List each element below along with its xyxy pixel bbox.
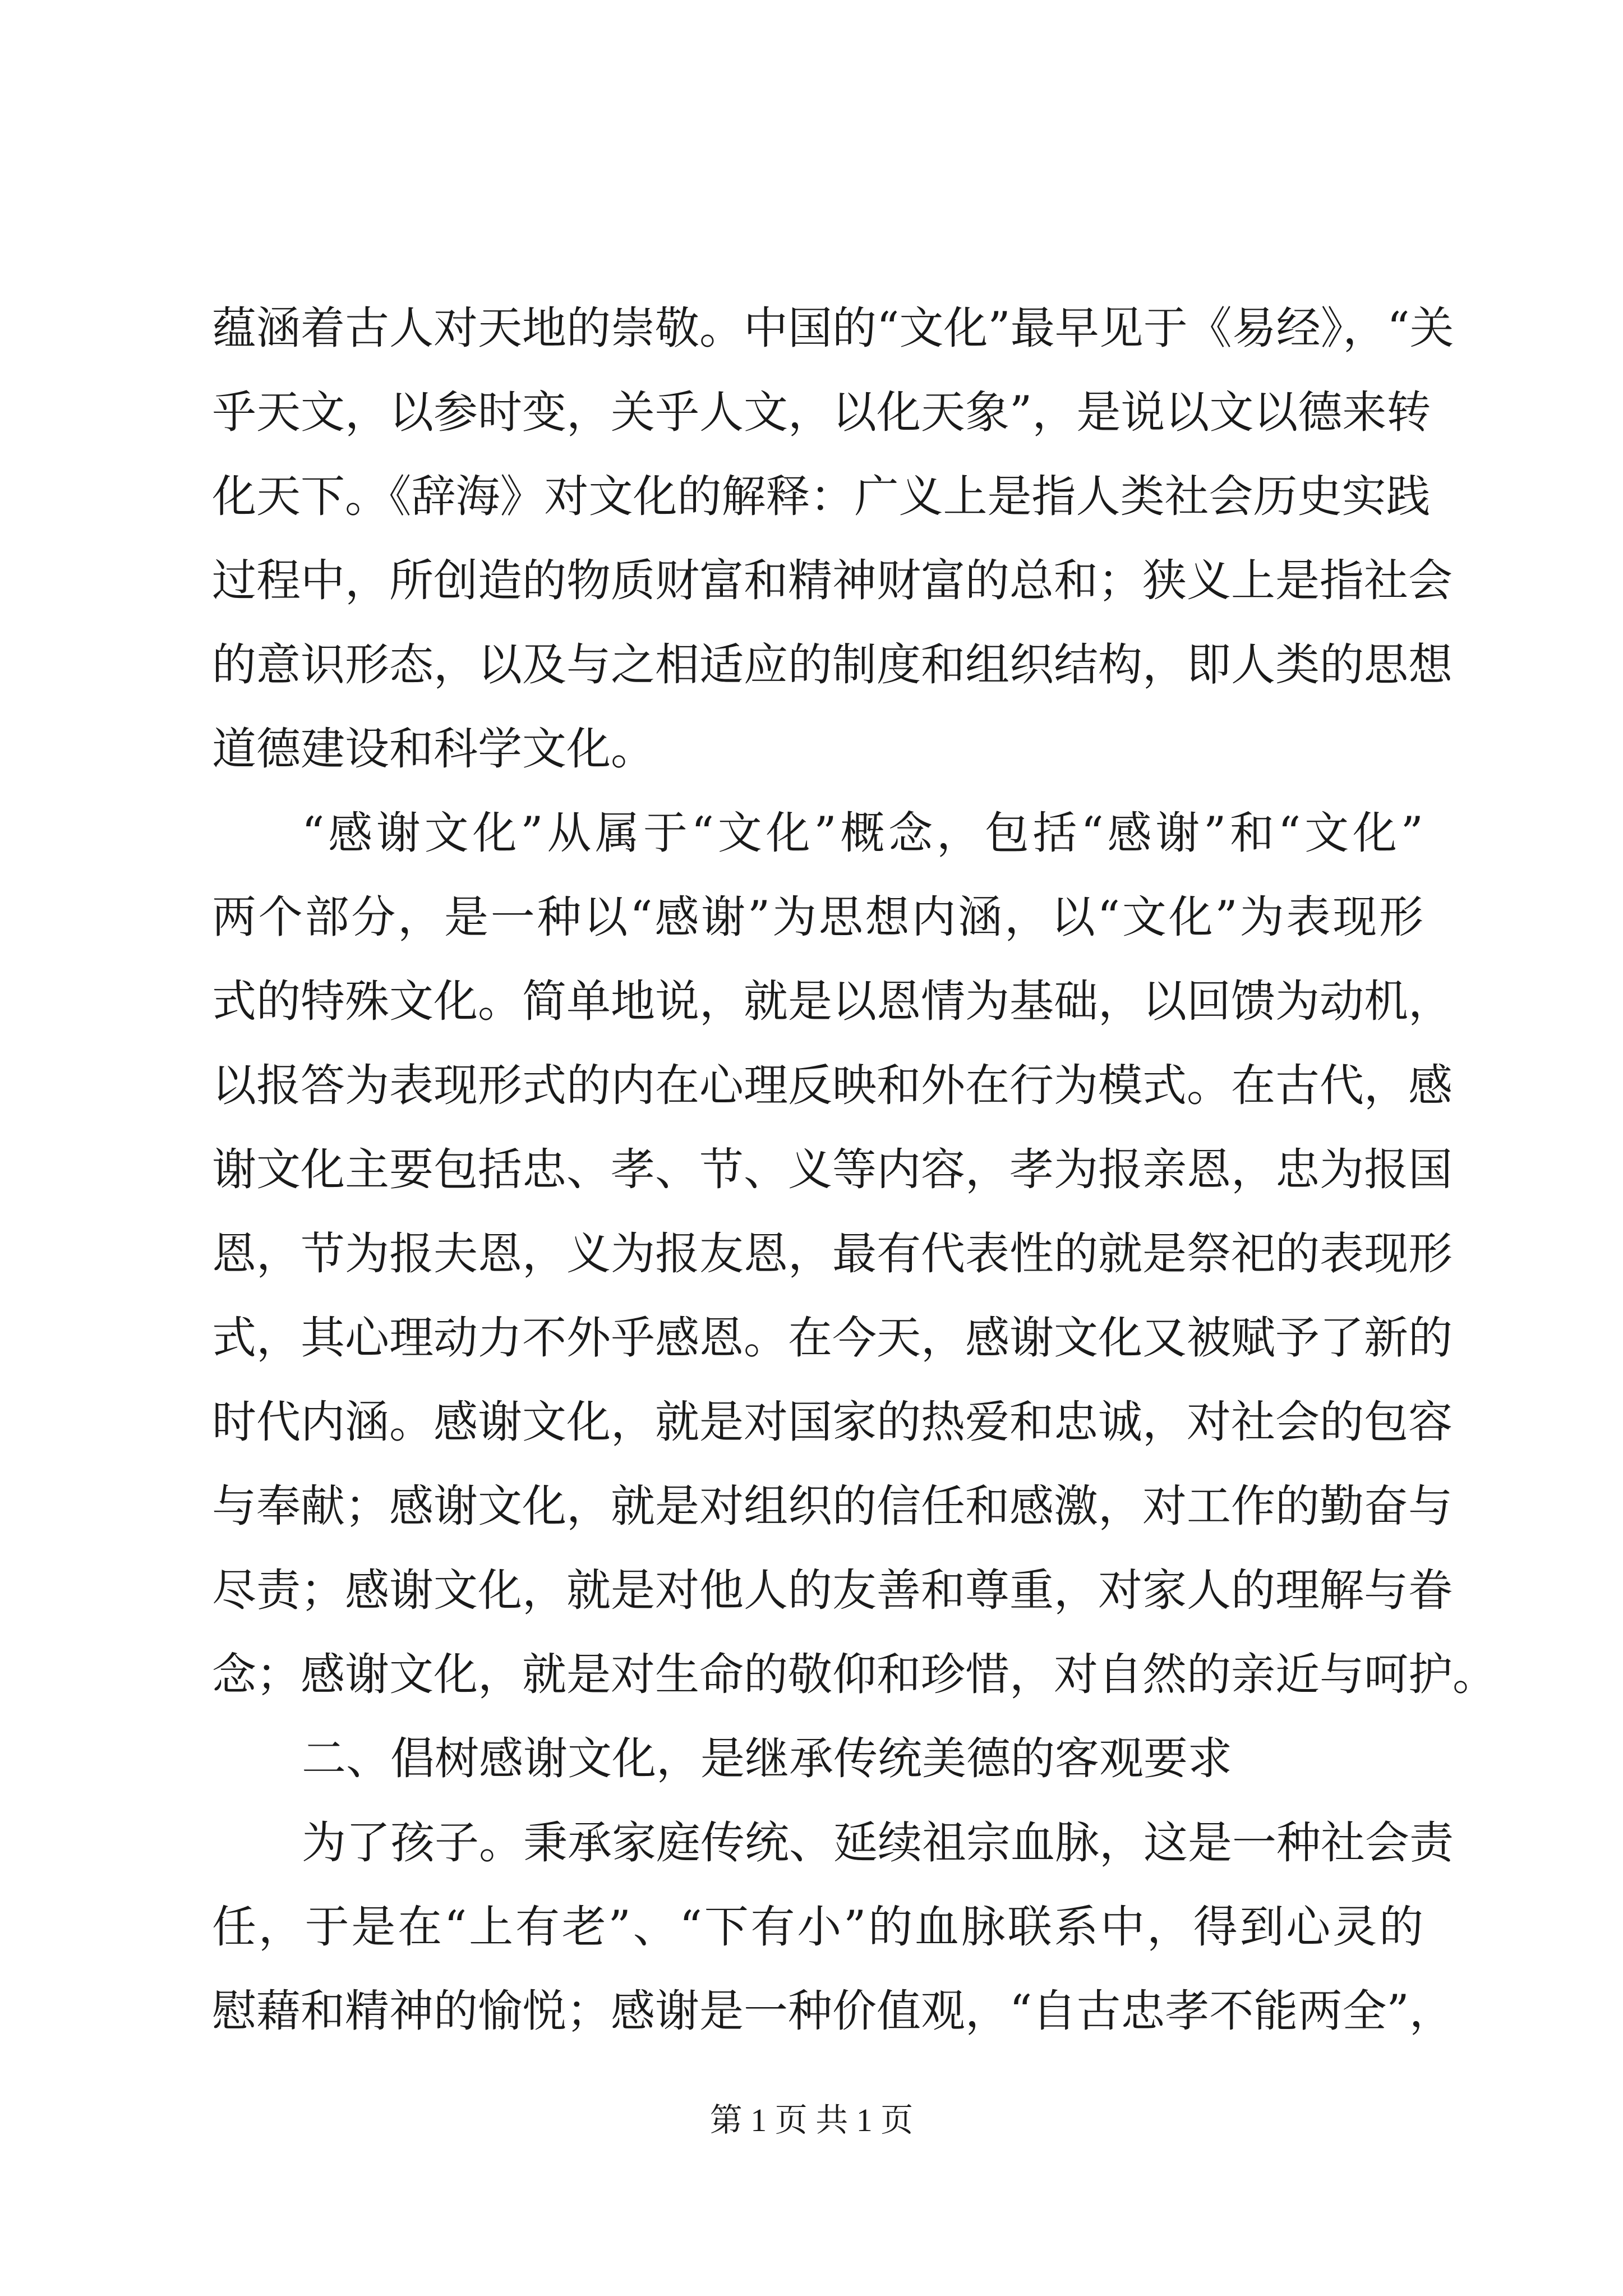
body-text-line: 慰藉和精神的愉悦；感谢是一种价值观，“自古忠孝不能两全”， xyxy=(212,1985,1454,2037)
page-number-footer: 第 1 页 共 1 页 xyxy=(709,2102,914,2138)
body-text-line: 与奉献；感谢文化，就是对组织的信任和感激，对工作的勤奋与 xyxy=(212,1480,1453,1532)
body-text-line: 道德建设和科学文化。 xyxy=(212,723,655,775)
body-text-line: 两个部分，是一种以“感谢”为思想内涵，以“文化”为表现形 xyxy=(212,891,1423,943)
body-text-line: 式，其心理动力不外乎感恩。在今天，感谢文化又被赋予了新的 xyxy=(212,1312,1453,1364)
body-text-line: 过程中，所创造的物质财富和精神财富的总和；狭义上是指社会 xyxy=(212,555,1453,606)
body-text-line: 时代内涵。感谢文化，就是对国家的热爱和忠诚，对社会的包容 xyxy=(212,1396,1453,1448)
body-text-line: 的意识形态，以及与之相适应的制度和组织结构，即人类的思想 xyxy=(212,639,1453,691)
body-text-line: 念；感谢文化，就是对生命的敬仰和珍惜，对自然的亲近与呵护。 xyxy=(212,1649,1497,1700)
body-text-line: 恩，节为报夫恩，义为报友恩，最有代表性的就是祭祀的表现形 xyxy=(212,1228,1453,1280)
body-text-line: 式的特殊文化。简单地说，就是以恩情为基础，以回馈为动机， xyxy=(212,976,1453,1027)
body-text-line: 蕴涵着古人对天地的崇敬。中国的“文化”最早见于《易经》，“关 xyxy=(212,302,1454,354)
section-heading: 二、倡树感谢文化，是继承传统美德的客观要求 xyxy=(302,1733,1232,1784)
body-text-line: 以报答为表现形式的内在心理反映和外在行为模式。在古代，感 xyxy=(212,1060,1453,1111)
body-text-line: 任，于是在“上有老”、“下有小”的血脉联系中，得到心灵的 xyxy=(212,1901,1423,1953)
body-text-line: 乎天文，以参时变，关乎人文，以化天象”，是说以文以德来转 xyxy=(212,386,1431,438)
body-text-line: 尽责；感谢文化，就是对他人的友善和尊重，对家人的理解与眷 xyxy=(212,1565,1453,1616)
body-text-line: 化天下。《辞海》对文化的解释：广义上是指人类社会历史实践 xyxy=(212,471,1431,522)
paragraph-first-line: “感谢文化”从属于“文化”概念，包括“感谢”和“文化” xyxy=(302,807,1423,859)
paragraph-first-line: 为了孩子。秉承家庭传统、延续祖宗血脉，这是一种社会责 xyxy=(302,1817,1454,1869)
body-text-line: 谢文化主要包括忠、孝、节、义等内容，孝为报亲恩，忠为报国 xyxy=(212,1144,1453,1195)
